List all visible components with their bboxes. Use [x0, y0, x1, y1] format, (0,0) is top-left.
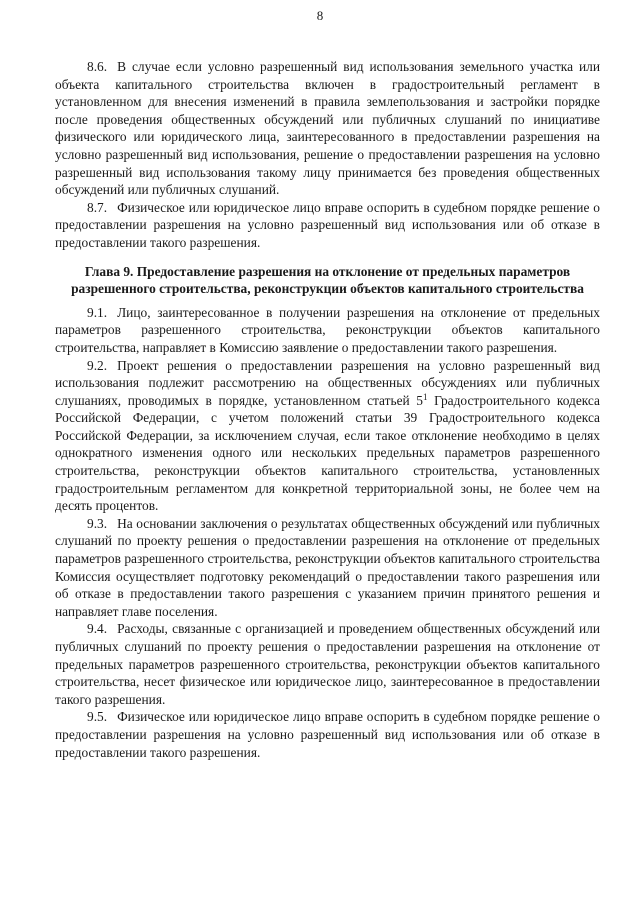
paragraph-number: 8.6.: [87, 59, 108, 74]
paragraph-number: 8.7.: [87, 199, 108, 215]
superscript-article: 1: [423, 391, 428, 402]
paragraph-number: 9.1.: [87, 304, 108, 320]
paragraph-number: 9.4.: [87, 621, 108, 637]
paragraph-9-2: [55, 357, 600, 515]
paragraph-number: 9.2.: [87, 357, 108, 373]
page-number: 8: [316, 8, 324, 23]
paragraph-text: Лицо, заинтересованное в получении разрешения на отклонение от предельных параметров разрешенного строительства, реконструкции объектов капитального строительства, направляет в Комиссию заявление о предоставлении такого разрешения.: [55, 304, 600, 355]
paragraph-text: Физическое или юридическое лицо вправе оспорить в судебном порядке решение о предоставлении разрешения на условно разрешенный вид использования или об отказе в предоставлении такого разрешения.: [55, 199, 600, 250]
paragraph-text-part-2: Градостроительного кодекса Российской Федерации, с учетом положений статьи 39 Градостроительного кодекса Российской Федерации, за исключением случая, если такое отклонение необходимо в целях однократного изменения одного или нескольких предельных параметров разрешенного строительства, реконструкции объектов капитального строительства, установленных градостроительным регламентом для конкретной территориальной зоны, не более чем на десять процентов.: [55, 392, 600, 514]
paragraph-9-5: [55, 708, 600, 761]
paragraph-8-6: [55, 58, 600, 199]
paragraph-text: В случае если условно разрешенный вид использования земельного участка или объекта капитального строительства включен в градостроительный регламент в установленном для внесения изменений в правила землепользования и застройки порядке после проведения общественных обсуждений или публичных слушаний по инициативе физического или юридического лица, заинтересованного в предоставлении разрешения на условно разрешенный вид использования, решение о предоставлении разрешения на условно разрешенный вид использования такому лицу принимается без проведения общественных обсуждений или публичных слушаний.: [55, 59, 600, 198]
paragraph-number: 9.5.: [87, 709, 108, 725]
chapter-9-heading: Глава 9. Предоставление разрешения на отклонение от предельных параметров разрешенного строительства, реконструкции объектов капитального строительства: [71, 263, 584, 297]
paragraph-text-part-1: Проект решения о предоставлении разрешения на условно разрешенный вид использования подлежит рассмотрению на общественных обсуждениях или публичных слушаниях, проводимых в порядке, установленном статьей 5: [55, 357, 600, 408]
paragraph-9-1: [55, 304, 600, 357]
paragraph-9-3: [55, 515, 600, 621]
paragraph-8-7: [55, 199, 600, 252]
paragraph-number: 9.3.: [87, 515, 108, 531]
paragraph-text: Расходы, связанные с организацией и проведением общественных обсуждений или публичных слушаний по проекту решения о предоставлении разрешения на отклонение от предельных параметров разрешенного строительства, реконструкции объектов капитального строительства, несет физическое или юридическое лицо, заинтересованное в предоставлении такого разрешения.: [55, 621, 600, 707]
paragraph-text: Физическое или юридическое лицо вправе оспорить в судебном порядке решение о предоставлении разрешения на условно разрешенный вид использования или об отказе в предоставлении такого разрешения.: [55, 709, 600, 760]
paragraph-9-4: [55, 620, 600, 708]
paragraph-text: На основании заключения о результатах общественных обсуждений или публичных слушаний по проекту решения о предоставлении разрешения на отклонение от предельных параметров разрешенного строительства, реконструкции объектов капитального строительства Комиссия осуществляет подготовку рекомендаций о предоставлении такого разрешения или об отказе в предоставлении такого разрешения с указанием причин принятого решения и направляет главе поселения.: [55, 515, 600, 619]
document-body: [55, 58, 600, 761]
